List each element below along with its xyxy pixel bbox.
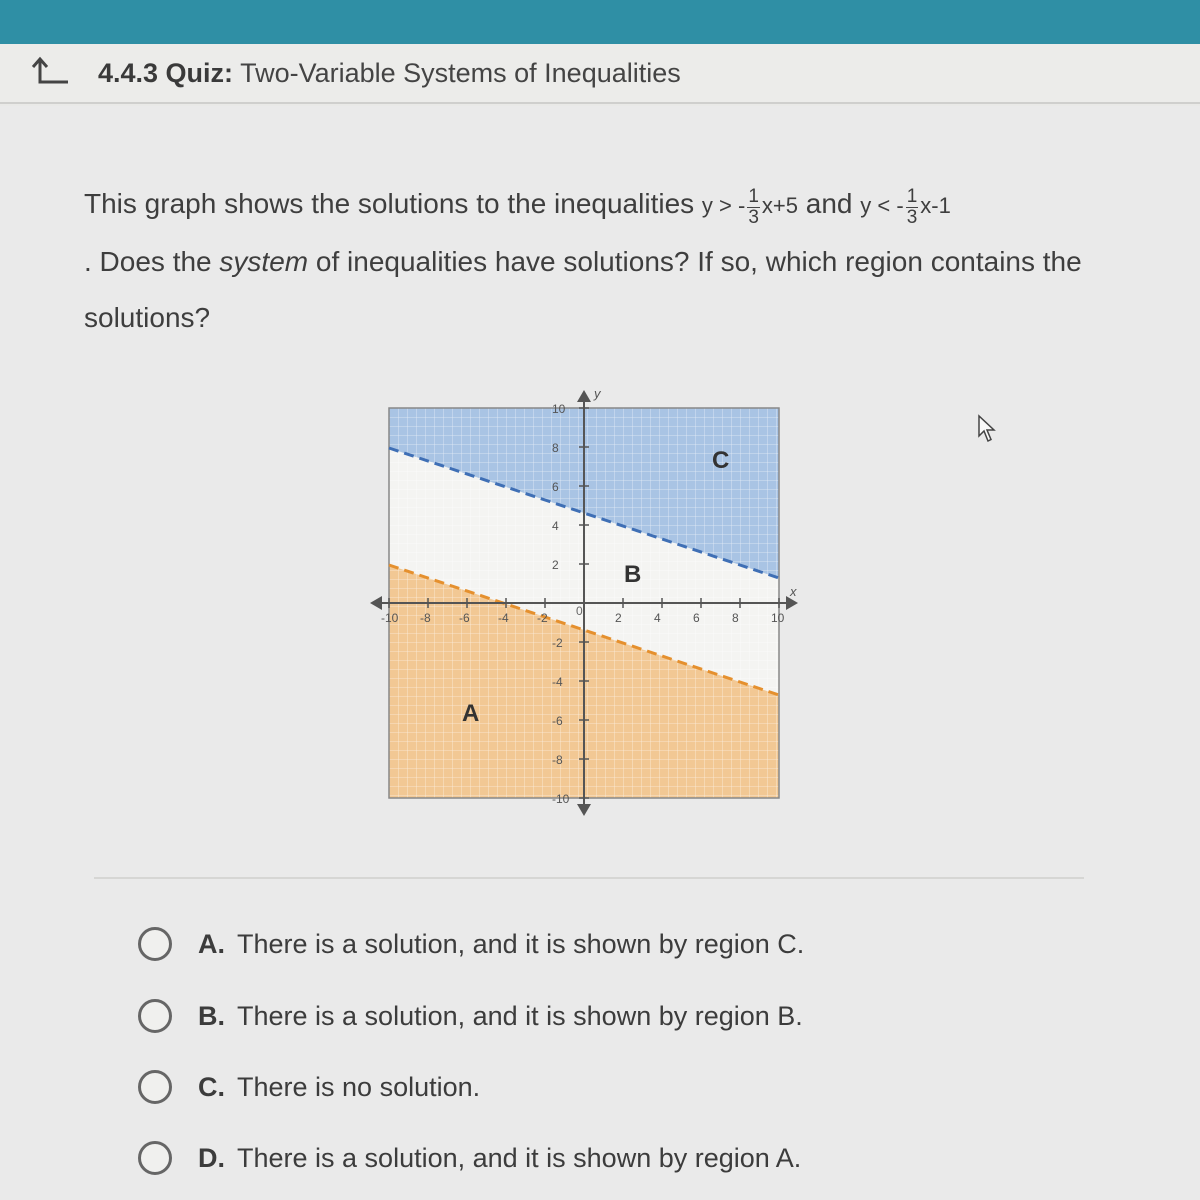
option-b-text: There is a solution, and it is shown by region B. [237, 1000, 803, 1031]
y-tick-label: -8 [552, 753, 563, 767]
radio-b[interactable] [138, 999, 172, 1033]
x-tick-label: -4 [498, 611, 509, 625]
option-c-text: There is no solution. [237, 1071, 481, 1102]
option-a-text: There is a solution, and it is shown by region C. [237, 928, 805, 959]
quiz-name: Two-Variable Systems of Inequalities [240, 58, 681, 88]
option-c[interactable] [138, 1065, 938, 1109]
y-tick-label: 6 [552, 480, 559, 494]
top-bar [0, 0, 1200, 44]
quiz-header [0, 44, 1200, 104]
y-tick-label: -2 [552, 636, 563, 650]
and-word: and [805, 188, 853, 219]
question-intro: This graph shows the solutions to the inequalities [84, 188, 695, 219]
inequality-2 [860, 185, 951, 228]
option-a[interactable] [138, 922, 938, 966]
region-b-label: B [624, 561, 642, 588]
option-c-letter: C. [198, 1071, 225, 1102]
x-tick-label: 4 [654, 611, 661, 625]
radio-d[interactable] [138, 1141, 172, 1175]
ineq2-suffix: x-1 [920, 193, 951, 218]
divider [94, 877, 1084, 879]
x-tick-label: -2 [537, 611, 548, 625]
x-tick-label: 2 [615, 611, 622, 625]
option-b[interactable] [138, 994, 938, 1038]
ineq1-suffix: x+5 [761, 193, 798, 218]
y-tick-label: 2 [552, 558, 559, 572]
y-axis-arrow-down [577, 804, 591, 816]
question-end: of inequalities have solutions? If so, which region contains the solutions? [84, 246, 1082, 333]
option-a-letter: A. [198, 928, 225, 959]
y-axis-arrow-up [577, 390, 591, 402]
y-axis-label: y [594, 386, 601, 401]
fraction-2 [906, 187, 919, 228]
x-tick-label: 8 [732, 611, 739, 625]
system-word: system [219, 246, 309, 277]
radio-c[interactable] [138, 1070, 172, 1104]
ineq1-prefix: y > - [701, 193, 746, 218]
y-tick-label: 10 [552, 402, 566, 416]
y-tick-label: -6 [552, 714, 563, 728]
y-tick-label: 4 [552, 519, 559, 533]
y-tick-label: 8 [552, 441, 559, 455]
question-mid: . Does the [84, 246, 212, 277]
fraction-2-num: 1 [906, 185, 918, 207]
quiz-title [98, 58, 681, 89]
y-tick-label: -10 [552, 792, 570, 806]
x-axis-arrow-left [370, 596, 382, 610]
option-d-letter: D. [198, 1142, 225, 1173]
option-b-letter: B. [198, 1000, 225, 1031]
quiz-number: 4.4.3 Quiz: [98, 58, 234, 88]
fraction-1 [747, 187, 760, 228]
y-tick-label: -4 [552, 675, 563, 689]
inequality-graph [362, 384, 802, 824]
inequality-1 [701, 185, 798, 228]
x-tick-label: -8 [420, 611, 431, 625]
region-c-label: C [712, 447, 730, 474]
mouse-cursor-icon [976, 414, 1002, 444]
radio-a[interactable] [138, 927, 172, 961]
fraction-1-num: 1 [748, 185, 759, 207]
x-tick-label: -6 [459, 611, 470, 625]
x-tick-label: -10 [381, 611, 399, 625]
option-d[interactable] [138, 1136, 938, 1180]
fraction-2-den: 3 [906, 206, 918, 228]
x-tick-label: 10 [771, 611, 785, 625]
x-tick-label: 6 [693, 611, 700, 625]
option-d-text: There is a solution, and it is shown by region A. [237, 1142, 802, 1173]
region-a-label: A [462, 700, 480, 727]
origin-label: 0 [576, 604, 583, 618]
ineq2-prefix: y < - [860, 193, 904, 218]
question-text [84, 176, 1104, 346]
back-arrow-icon[interactable] [30, 54, 74, 90]
x-axis-label: x [790, 584, 797, 599]
fraction-1-den: 3 [748, 206, 759, 228]
